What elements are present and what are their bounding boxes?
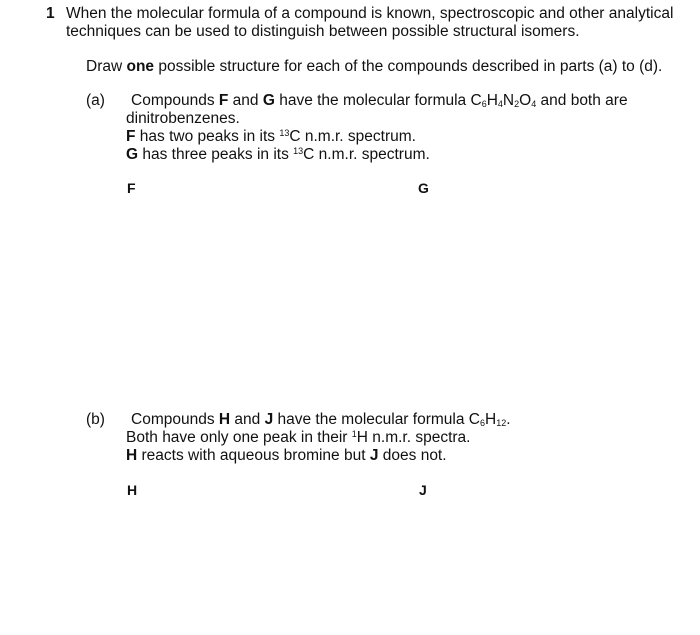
formula-element: N bbox=[502, 92, 515, 109]
part-b-l2-pre: Both have only one peak in their bbox=[126, 429, 352, 446]
part-b-line-1 bbox=[131, 410, 511, 429]
part-b-l2-post: H n.m.r. spectra. bbox=[356, 429, 471, 446]
compound-h-ref: H bbox=[126, 447, 138, 464]
part-a-l1-tail: and both are bbox=[536, 92, 628, 109]
molecular-formula-b bbox=[469, 411, 506, 428]
formula-subscript: 4 bbox=[497, 99, 503, 109]
part-b-l1-pre: Compounds bbox=[131, 411, 219, 428]
isotope-superscript: 13 bbox=[293, 146, 304, 156]
formula-element: H bbox=[485, 411, 497, 428]
part-a-l4-post: C n.m.r. spectrum. bbox=[303, 146, 430, 163]
part-b-l1-tail: . bbox=[506, 411, 511, 428]
question-number: 1 bbox=[46, 5, 55, 22]
part-b-l1-post: have the molecular formula bbox=[273, 411, 469, 428]
intro-line-1: When the molecular formula of a compound is known, spectroscopic and other analytical bbox=[66, 5, 674, 22]
isotope-superscript: 1 bbox=[351, 429, 357, 439]
part-b-l1-mid: and bbox=[230, 411, 265, 428]
formula-element: O bbox=[519, 92, 532, 109]
formula-subscript: 6 bbox=[479, 418, 485, 428]
formula-element: C bbox=[468, 411, 480, 428]
part-a-line-2: dinitrobenzenes. bbox=[126, 110, 240, 127]
part-a-l3-pre: has two peaks in its bbox=[135, 128, 280, 145]
formula-subscript: 6 bbox=[481, 99, 487, 109]
compound-j-ref: J bbox=[369, 447, 379, 464]
molecular-formula-a bbox=[470, 92, 536, 109]
answer-label-f: F bbox=[127, 180, 136, 196]
part-a-l1-mid: and bbox=[228, 92, 263, 109]
part-a-line-3 bbox=[126, 127, 416, 146]
compound-g-ref: G bbox=[126, 146, 139, 163]
part-b-label: (b) bbox=[86, 411, 105, 428]
formula-subscript: 2 bbox=[514, 99, 520, 109]
part-a-label: (a) bbox=[86, 92, 105, 109]
answer-label-h: H bbox=[127, 482, 138, 498]
formula-subscript: 12 bbox=[496, 418, 507, 428]
part-b-line-2 bbox=[126, 428, 470, 447]
compound-g-ref: G bbox=[262, 92, 275, 109]
part-a-line-1 bbox=[131, 91, 628, 110]
part-a-l1-post: have the molecular formula bbox=[274, 92, 471, 109]
part-a-l1-pre: Compounds bbox=[131, 92, 219, 109]
part-a-l4-pre: has three peaks in its bbox=[138, 146, 294, 163]
formula-subscript: 4 bbox=[531, 99, 537, 109]
compound-f-ref: F bbox=[218, 92, 229, 109]
instruction-pre: Draw bbox=[86, 58, 127, 75]
instruction-bold: one bbox=[126, 58, 155, 75]
compound-h-ref: H bbox=[218, 411, 231, 428]
part-a-line-4 bbox=[126, 145, 430, 164]
part-a-l3-post: C n.m.r. spectrum. bbox=[289, 128, 416, 145]
answer-label-g: G bbox=[418, 180, 429, 196]
intro-line-2: techniques can be used to distinguish between possible structural isomers. bbox=[66, 23, 580, 40]
compound-j-ref: J bbox=[264, 411, 274, 428]
part-b-l3-tail: does not. bbox=[378, 447, 447, 464]
compound-f-ref: F bbox=[126, 128, 136, 145]
instruction-post: possible structure for each of the compounds described in parts (a) to (d). bbox=[154, 58, 663, 75]
answer-label-j: J bbox=[419, 482, 427, 498]
isotope-superscript: 13 bbox=[279, 128, 290, 138]
part-b-l3-post: reacts with aqueous bromine but bbox=[137, 447, 370, 464]
formula-element: C bbox=[470, 92, 482, 109]
instruction bbox=[86, 57, 662, 76]
formula-element: H bbox=[486, 92, 498, 109]
part-b-line-3 bbox=[126, 446, 447, 465]
